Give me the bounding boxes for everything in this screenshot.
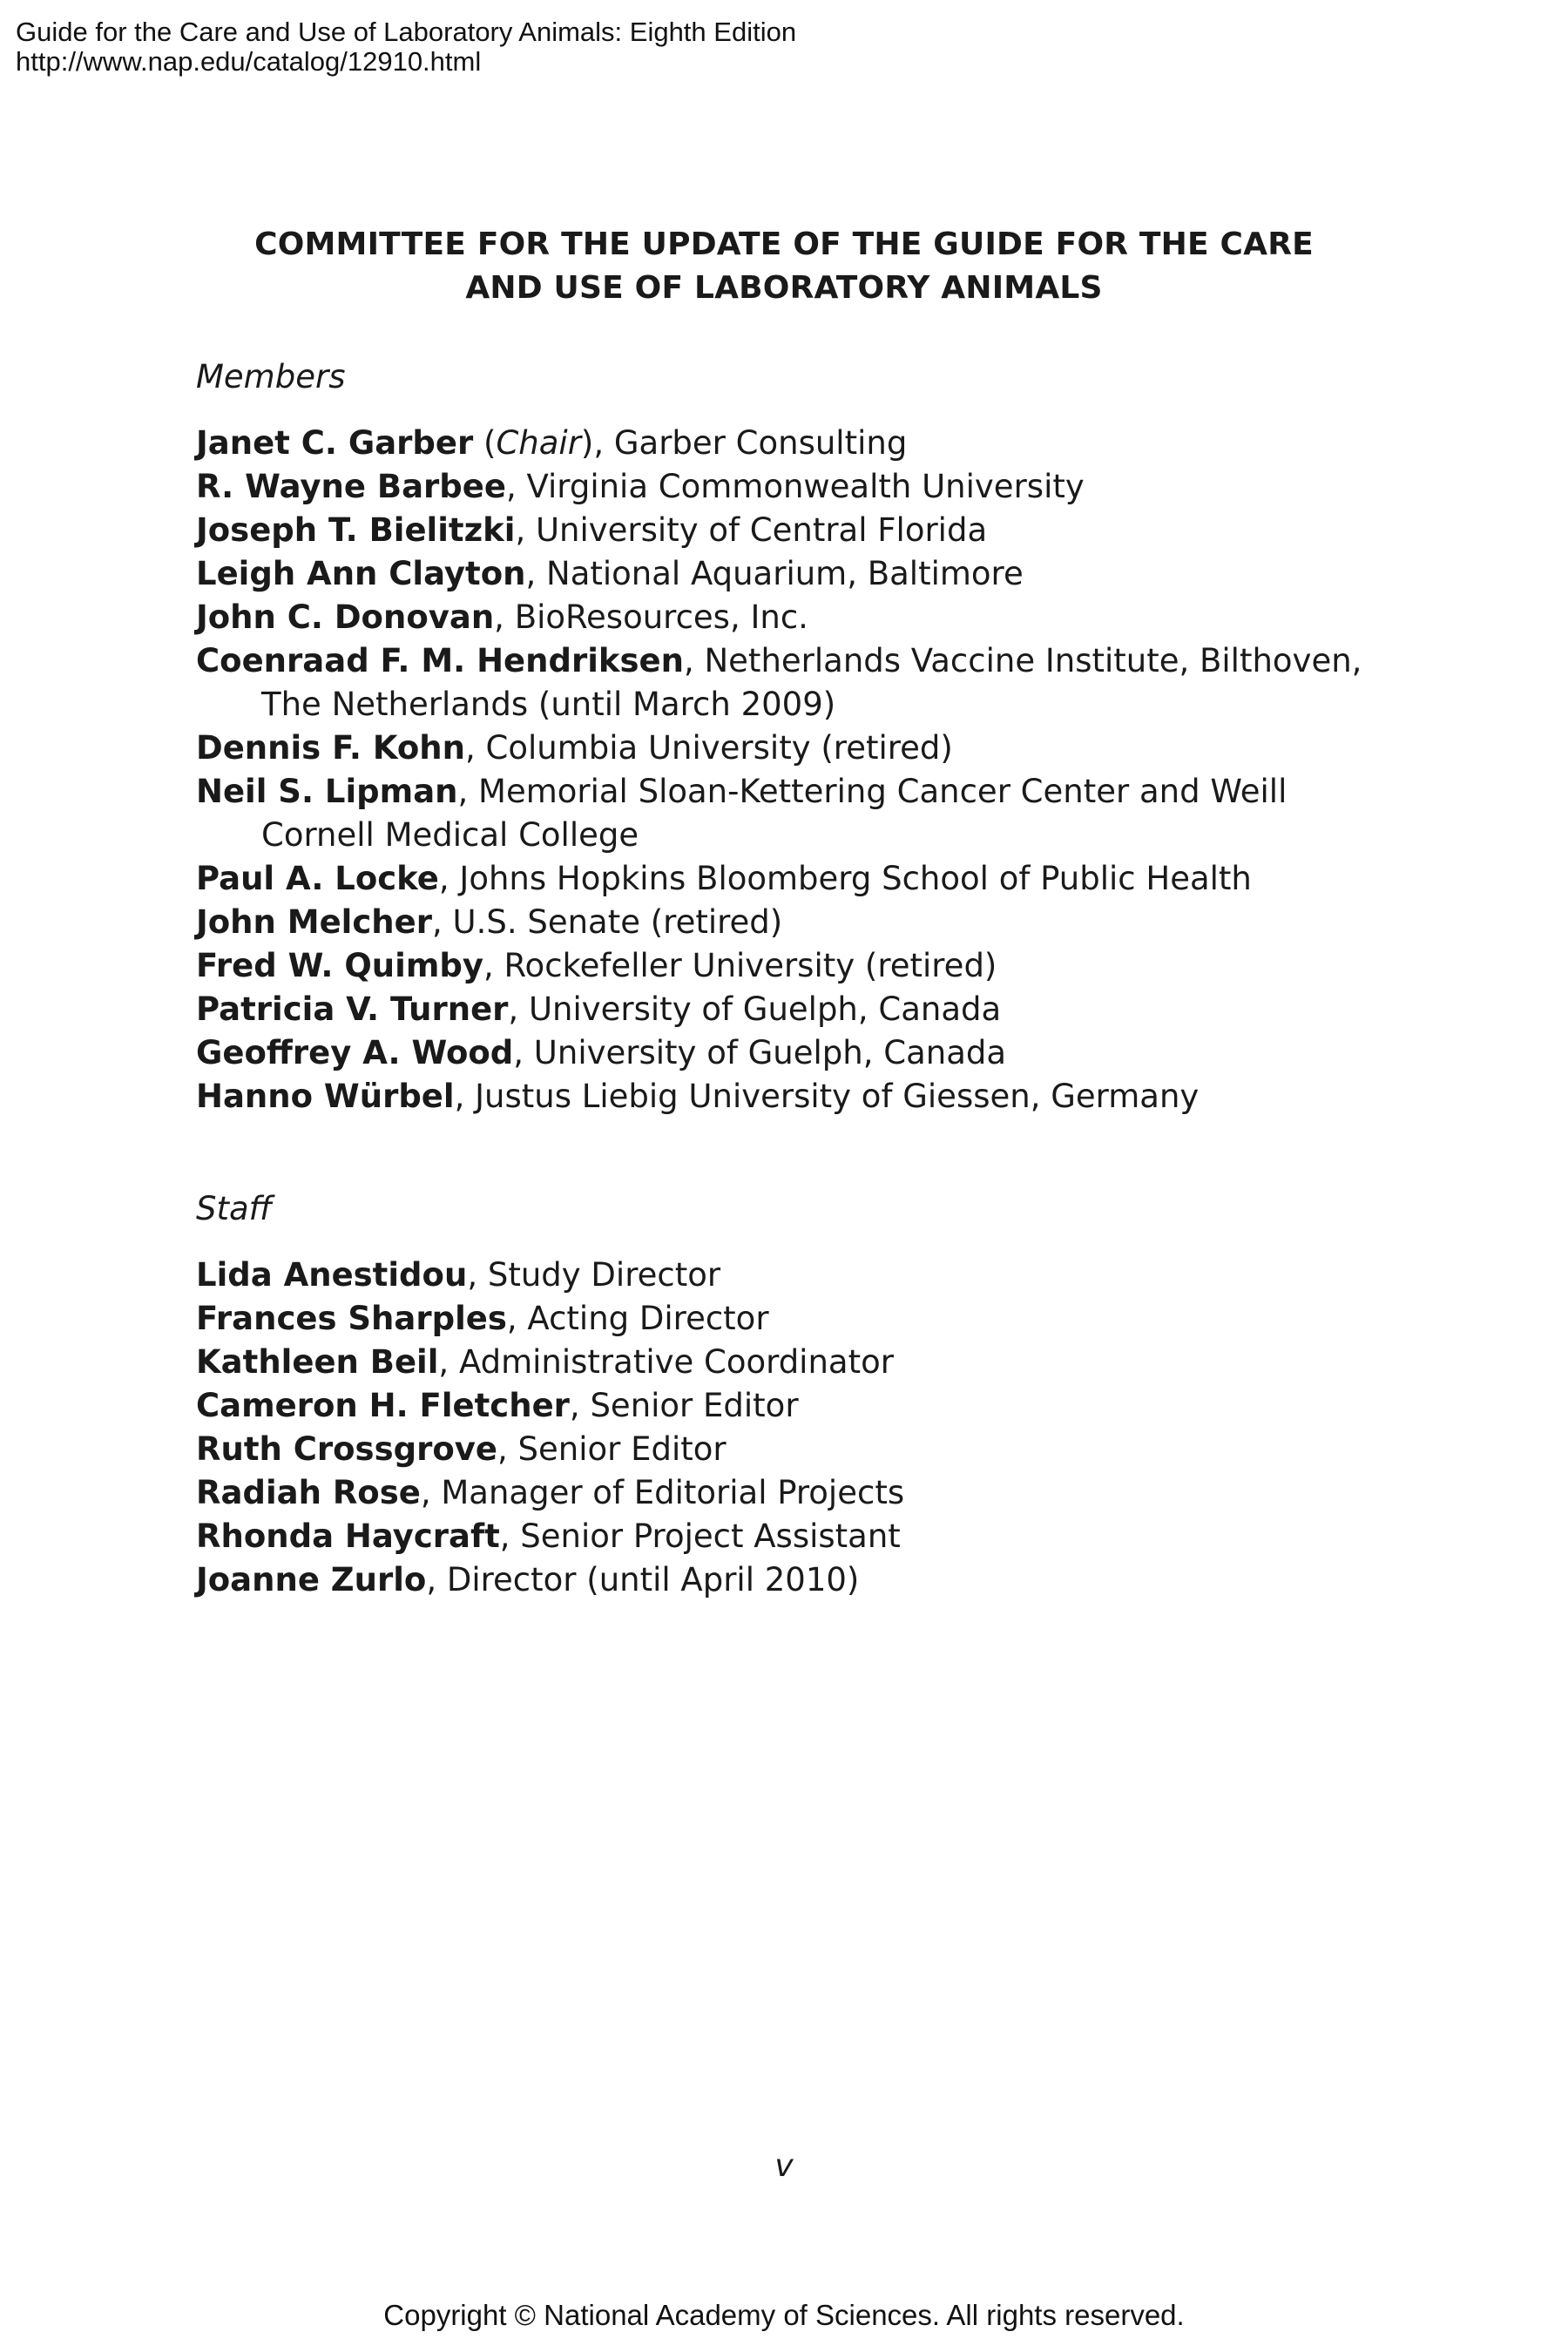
member-name: Paul A. Locke — [196, 860, 439, 897]
staff-position: , Senior Project Assistant — [499, 1517, 901, 1555]
member-name: Leigh Ann Clayton — [196, 555, 526, 592]
members-list — [196, 422, 1372, 1119]
member-name: Janet C. Garber — [196, 424, 474, 462]
committee-title — [196, 223, 1372, 310]
staff-position: , Manager of Editorial Projects — [420, 1474, 905, 1511]
list-item — [196, 552, 1372, 596]
list-item — [196, 1558, 1372, 1602]
list-item — [196, 988, 1372, 1031]
page-number: v — [774, 2148, 794, 2184]
member-role: Chair — [496, 424, 581, 462]
staff-position: , Acting Director — [506, 1300, 769, 1337]
list-item — [196, 1384, 1372, 1428]
member-name: John C. Donovan — [196, 598, 495, 636]
list-item — [196, 509, 1372, 552]
staff-name: Ruth Crossgrove — [196, 1430, 497, 1468]
list-item — [196, 1297, 1372, 1341]
list-item — [196, 465, 1372, 509]
list-item — [196, 857, 1372, 901]
member-name: Coenraad F. M. Hendriksen — [196, 642, 684, 679]
member-name: R. Wayne Barbee — [196, 468, 506, 505]
member-affiliation: , University of Central Florida — [515, 511, 988, 549]
staff-name: Cameron H. Fletcher — [196, 1387, 570, 1424]
staff-name: Joanne Zurlo — [196, 1561, 427, 1598]
member-affiliation: , Memorial Sloan-Kettering Cancer Center and Weill Cornell Medical College — [261, 773, 1288, 854]
member-affiliation: , Columbia University (retired) — [464, 729, 953, 767]
list-item — [196, 639, 1372, 727]
member-affiliation: , U.S. Senate (retired) — [431, 903, 783, 941]
staff-name: Lida Anestidou — [196, 1256, 468, 1294]
list-item — [196, 1031, 1372, 1075]
member-affiliation: , National Aquarium, Baltimore — [525, 555, 1024, 592]
list-item — [196, 1341, 1372, 1384]
list-item — [196, 727, 1372, 770]
member-affiliation: , Justus Liebig University of Giessen, Germany — [454, 1078, 1200, 1115]
staff-name: Frances Sharples — [196, 1300, 507, 1337]
staff-heading: Staff — [196, 1190, 273, 1227]
list-item — [196, 770, 1372, 857]
members-heading: Members — [196, 358, 346, 395]
staff-position: , Director (until April 2010) — [426, 1561, 860, 1598]
member-affiliation: , University of Guelph, Canada — [508, 990, 1002, 1028]
member-affiliation: , Johns Hopkins Bloomberg School of Public Health — [438, 860, 1252, 897]
member-name: Dennis F. Kohn — [196, 729, 465, 767]
list-item — [196, 1428, 1372, 1471]
copyright-footer: Copyright © National Academy of Sciences. All rights reserved. — [383, 2299, 1185, 2331]
member-name: Joseph T. Bielitzki — [196, 511, 516, 549]
member-name: Patricia V. Turner — [196, 990, 509, 1028]
committee-title-line-2: AND USE OF LABORATORY ANIMALS — [465, 270, 1103, 306]
member-name: John Melcher — [196, 903, 432, 941]
list-item: Janet C. Garber (Chair), Garber Consulting — [196, 424, 908, 462]
member-affiliation: , Virginia Commonwealth University — [505, 468, 1085, 505]
staff-position: , Study Director — [467, 1256, 721, 1294]
document-header-url: http://www.nap.edu/catalog/12910.html — [16, 46, 482, 77]
list-item — [196, 1515, 1372, 1558]
list-item — [196, 901, 1372, 944]
list-item — [196, 944, 1372, 988]
member-affiliation: , Netherlands Vaccine Institute, Bilthoven, The Netherlands (until March 2009) — [261, 642, 1362, 723]
member-name: Neil S. Lipman — [196, 773, 458, 810]
document-header-title: Guide for the Care and Use of Laboratory Animals: Eighth Edition — [16, 17, 797, 47]
list-item — [196, 596, 1372, 639]
staff-position: , Senior Editor — [497, 1430, 727, 1468]
staff-position: , Administrative Coordinator — [438, 1343, 894, 1381]
member-name: Geoffrey A. Wood — [196, 1034, 514, 1071]
committee-title-line-1: COMMITTEE FOR THE UPDATE OF THE GUIDE FOR THE CARE — [254, 226, 1314, 262]
member-affiliation: , Rockefeller University (retired) — [483, 947, 997, 984]
list-item — [196, 1471, 1372, 1515]
member-affiliation: , BioResources, Inc. — [494, 598, 808, 636]
staff-name: Radiah Rose — [196, 1474, 421, 1511]
staff-list — [196, 1254, 1372, 1602]
member-affiliation: , Garber Consulting — [593, 424, 908, 462]
member-affiliation: , University of Guelph, Canada — [513, 1034, 1007, 1071]
list-item — [196, 1254, 1372, 1297]
member-name: Fred W. Quimby — [196, 947, 483, 984]
list-item — [196, 1075, 1372, 1119]
staff-name: Rhonda Haycraft — [196, 1517, 500, 1555]
member-name: Hanno Würbel — [196, 1078, 455, 1115]
staff-position: , Senior Editor — [569, 1387, 799, 1424]
staff-name: Kathleen Beil — [196, 1343, 439, 1381]
